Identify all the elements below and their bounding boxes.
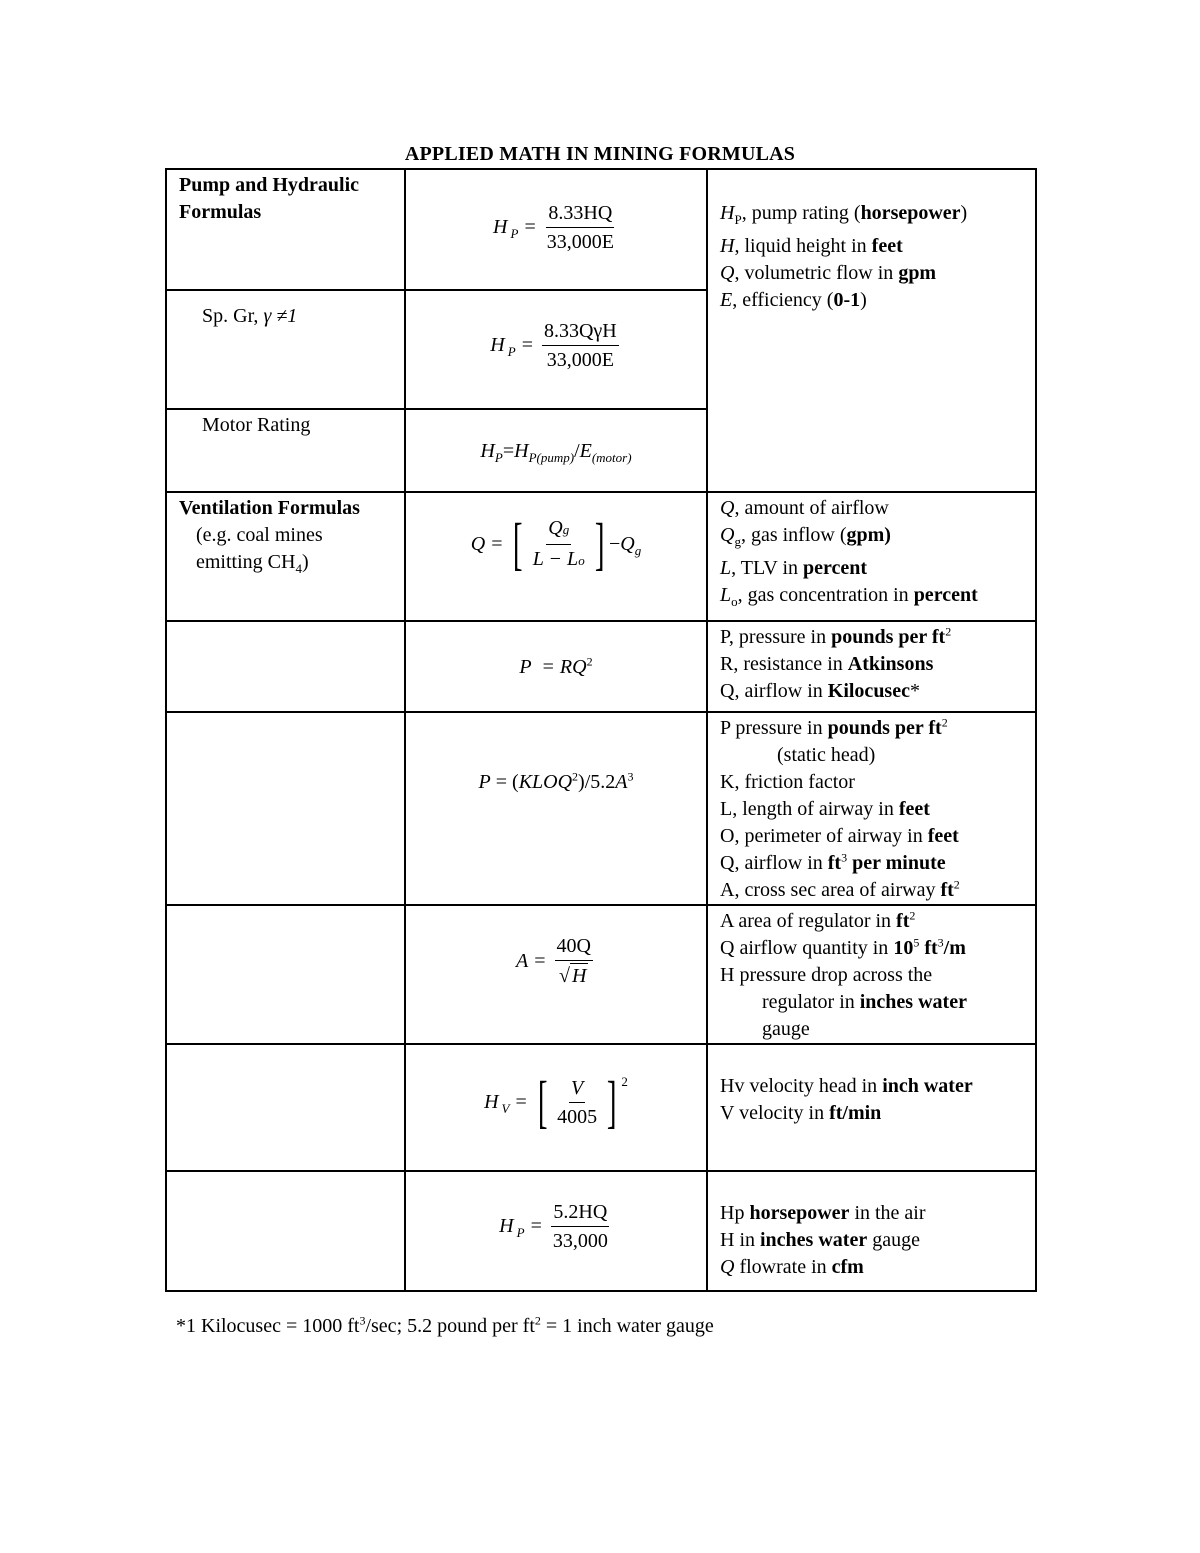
row-label bbox=[166, 492, 405, 621]
formula-cell bbox=[405, 492, 707, 621]
left-bracket: [ bbox=[537, 1069, 548, 1134]
exponent: 2 bbox=[953, 877, 960, 892]
symbol: KLOQ bbox=[518, 771, 573, 793]
bold-term: pounds per ft bbox=[831, 626, 946, 648]
bold-term: gpm) bbox=[846, 524, 891, 546]
row-label bbox=[166, 1171, 405, 1291]
left-bracket: [ bbox=[513, 511, 523, 576]
formula-cell bbox=[405, 290, 707, 409]
page-title: APPLIED MATH IN MINING FORMULAS bbox=[404, 143, 796, 165]
description-line bbox=[720, 850, 1023, 877]
numerator: 40Q bbox=[555, 934, 593, 961]
numerator: 8.33QγH bbox=[542, 319, 619, 346]
description-text: Hv velocity head in bbox=[720, 1075, 883, 1097]
bold-term: feet bbox=[871, 235, 903, 257]
subscript: P bbox=[507, 344, 516, 359]
description-line bbox=[720, 678, 1023, 705]
ventilation-airflow-formula bbox=[470, 511, 642, 576]
gamma-symbol: γ ≠1 bbox=[263, 305, 298, 327]
fraction bbox=[531, 516, 587, 573]
description-text: regulator in bbox=[762, 991, 860, 1013]
description-text: Q airflow quantity in bbox=[720, 937, 894, 959]
description-text: R, resistance in bbox=[720, 653, 848, 675]
row-label bbox=[166, 712, 405, 905]
description-line bbox=[720, 522, 1023, 555]
description-line bbox=[720, 908, 1023, 935]
description-text: P pressure in bbox=[720, 717, 828, 739]
row-label bbox=[166, 905, 405, 1044]
description-line bbox=[720, 989, 1023, 1016]
description-line bbox=[720, 1016, 1023, 1043]
description-cell bbox=[707, 621, 1036, 712]
bold-term: inches water bbox=[760, 1229, 868, 1251]
symbol: A bbox=[516, 949, 529, 972]
numerator: Q bbox=[548, 516, 563, 539]
operator: = bbox=[542, 656, 554, 678]
description-text: A, cross sec area of airway bbox=[720, 879, 941, 901]
formula-table bbox=[165, 168, 1037, 1292]
exponent: 2 bbox=[586, 654, 593, 669]
symbol: L bbox=[720, 584, 732, 606]
footnote-text: = 1 inch water gauge bbox=[540, 1315, 714, 1337]
description-text: P, pressure in bbox=[720, 626, 832, 648]
specific-gravity-formula bbox=[490, 319, 621, 372]
description-line bbox=[720, 495, 1023, 522]
symbol: Q bbox=[720, 1256, 735, 1278]
subscript: 4 bbox=[295, 561, 302, 576]
regulator-area-formula bbox=[516, 934, 596, 988]
operator: = bbox=[515, 1090, 527, 1113]
numerator: 5.2HQ bbox=[551, 1200, 609, 1227]
bold-term: inch water bbox=[882, 1075, 973, 1097]
description-line bbox=[720, 260, 1023, 287]
numerator: V bbox=[569, 1076, 585, 1103]
operator: / bbox=[574, 440, 580, 462]
operator: = bbox=[524, 216, 536, 238]
description-text: O, perimeter of airway in bbox=[720, 825, 928, 847]
description-line bbox=[720, 823, 1023, 850]
bold-term: ft bbox=[919, 937, 938, 959]
symbol: RQ bbox=[559, 656, 587, 678]
symbol: H bbox=[720, 235, 735, 257]
fraction bbox=[555, 934, 593, 988]
description-text: flowrate in bbox=[734, 1256, 832, 1278]
bold-term: ft bbox=[827, 852, 842, 874]
bold-term: horsepower bbox=[860, 202, 961, 224]
table-row bbox=[166, 712, 1036, 905]
formula-cell bbox=[405, 621, 707, 712]
bold-term: feet bbox=[898, 798, 930, 820]
formula-cell bbox=[405, 1044, 707, 1171]
subscript: o bbox=[731, 594, 738, 609]
operator: = bbox=[491, 532, 503, 555]
description-line bbox=[720, 769, 1023, 796]
table-row bbox=[166, 621, 1036, 712]
table-row bbox=[166, 1044, 1036, 1171]
description-cell bbox=[707, 1171, 1036, 1291]
bold-term: 10 bbox=[893, 937, 914, 959]
symbol: H bbox=[493, 216, 508, 238]
description-line bbox=[720, 555, 1023, 582]
fraction bbox=[555, 1076, 599, 1129]
description-text: gauge bbox=[762, 1018, 810, 1040]
description-line bbox=[720, 1227, 1023, 1254]
description-text: * bbox=[909, 680, 920, 702]
exponent: 3 bbox=[359, 1313, 366, 1328]
description-text: Q, airflow in bbox=[720, 680, 828, 702]
description-text: A area of regulator in bbox=[720, 910, 897, 932]
right-bracket: ] bbox=[594, 511, 605, 576]
symbol: Q bbox=[720, 524, 735, 546]
description-text: K, friction factor bbox=[720, 771, 855, 793]
fraction bbox=[545, 201, 616, 254]
regulator-description bbox=[708, 906, 1035, 1043]
symbol: H bbox=[720, 202, 735, 224]
label-text: (e.g. coal mines bbox=[196, 524, 323, 546]
bold-term: per minute bbox=[847, 852, 946, 874]
square-root: √ H bbox=[559, 965, 587, 987]
description-cell bbox=[707, 905, 1036, 1044]
description-line bbox=[720, 796, 1023, 823]
description-line bbox=[720, 1200, 1023, 1227]
symbol: E bbox=[720, 289, 733, 311]
description-text: Hp bbox=[720, 1202, 750, 1224]
description-line bbox=[720, 962, 1023, 989]
symbol: L bbox=[720, 557, 732, 579]
label-line: Formulas bbox=[179, 201, 262, 223]
description-text: , gas concentration in bbox=[737, 584, 914, 606]
exponent: 2 bbox=[534, 1313, 541, 1328]
formula-cell bbox=[405, 1171, 707, 1291]
description-text: , pump rating ( bbox=[741, 202, 861, 224]
fraction bbox=[542, 319, 619, 372]
pump-power-formula bbox=[493, 201, 619, 254]
formula-cell bbox=[405, 409, 707, 492]
description-text: ) bbox=[860, 289, 867, 311]
description-text: ) bbox=[960, 202, 968, 224]
bold-term: pounds per ft bbox=[827, 717, 942, 739]
description-cell bbox=[707, 1044, 1036, 1171]
friction-pressure-formula bbox=[406, 713, 706, 796]
row-label bbox=[166, 621, 405, 712]
description-line bbox=[720, 233, 1023, 260]
formula-cell bbox=[405, 712, 707, 905]
denominator: 33,000E bbox=[546, 349, 614, 371]
subscript: P bbox=[516, 1225, 525, 1240]
symbol: H bbox=[514, 440, 529, 462]
bold-term: ft/min bbox=[829, 1102, 882, 1124]
exponent: 3 bbox=[627, 769, 634, 784]
exponent: 2 bbox=[941, 715, 948, 730]
pressure-formula bbox=[406, 622, 706, 681]
exponent: 2 bbox=[945, 624, 952, 639]
pressure-description bbox=[708, 622, 1035, 705]
description-text: , gas inflow ( bbox=[740, 524, 847, 546]
bold-term: inches water bbox=[859, 991, 967, 1013]
description-cell bbox=[707, 712, 1036, 905]
description-text: , amount of airflow bbox=[734, 497, 889, 519]
description-text: , liquid height in bbox=[734, 235, 872, 257]
description-cell bbox=[707, 169, 1036, 492]
table-row bbox=[166, 169, 1036, 290]
exponent: 3 bbox=[937, 935, 944, 950]
velocity-head-formula: H V = [ $\frac{V}{4005}$ ] 2 bbox=[484, 1069, 628, 1134]
bold-term: feet bbox=[927, 825, 959, 847]
description-cell bbox=[707, 492, 1036, 621]
description-line bbox=[720, 582, 1023, 615]
label-text: emitting CH bbox=[196, 551, 296, 573]
symbol: Q bbox=[620, 532, 635, 555]
operator: − bbox=[609, 532, 621, 555]
label-text: ) bbox=[301, 551, 309, 573]
subscript: o bbox=[578, 552, 585, 568]
footnote-text: /sec; 5.2 pound per ft bbox=[365, 1315, 535, 1337]
pump-description bbox=[708, 170, 1035, 314]
row-label bbox=[166, 409, 405, 492]
description-line bbox=[720, 1100, 1023, 1127]
row-label bbox=[166, 290, 405, 409]
formula-cell bbox=[405, 169, 707, 290]
radicand: H bbox=[572, 965, 587, 987]
exponent: 2 bbox=[909, 908, 916, 923]
symbol: H bbox=[480, 440, 495, 462]
operator: = bbox=[534, 949, 546, 972]
bold-term: horsepower bbox=[749, 1202, 850, 1224]
description-text: Q, airflow in bbox=[720, 852, 828, 874]
symbol: Q bbox=[470, 532, 486, 555]
description-text: H pressure drop across the bbox=[720, 964, 933, 986]
bold-term: cfm bbox=[831, 1256, 864, 1278]
bold-term: Kilocusec bbox=[827, 680, 910, 702]
row-label bbox=[166, 1044, 405, 1171]
bold-term: 0-1 bbox=[833, 289, 861, 311]
denominator: L − L bbox=[532, 547, 579, 570]
description-line bbox=[720, 877, 1023, 904]
denominator: 4005 bbox=[557, 1105, 598, 1128]
symbol: P bbox=[519, 656, 532, 678]
operator: = bbox=[521, 334, 533, 356]
denominator: 33,000 bbox=[552, 1230, 608, 1252]
bold-term: ft bbox=[940, 879, 954, 901]
subscript: P(pump) bbox=[528, 450, 575, 465]
numerator: 8.33HQ bbox=[546, 201, 614, 228]
description-text: V velocity in bbox=[720, 1102, 830, 1124]
symbol: Q bbox=[720, 497, 735, 519]
section-heading: Ventilation Formulas bbox=[179, 497, 360, 519]
velocity-description bbox=[708, 1045, 1035, 1127]
subscript: g bbox=[562, 521, 570, 537]
bold-term: /m bbox=[943, 937, 966, 959]
subscript: g bbox=[634, 542, 642, 558]
friction-description bbox=[708, 713, 1035, 904]
description-line bbox=[720, 715, 1023, 742]
operator: )/5.2 bbox=[578, 771, 616, 793]
subscript: P bbox=[734, 212, 742, 227]
description-text: gauge bbox=[867, 1229, 920, 1251]
bold-term: gpm bbox=[898, 262, 937, 284]
table-row bbox=[166, 905, 1036, 1044]
description-text: , volumetric flow in bbox=[734, 262, 899, 284]
exponent: 3 bbox=[841, 850, 848, 865]
description-text: , efficiency ( bbox=[732, 289, 834, 311]
footnote-text: *1 Kilocusec = 1000 ft bbox=[176, 1315, 360, 1337]
symbol: H bbox=[499, 1215, 514, 1237]
description-text: H in bbox=[720, 1229, 760, 1251]
operator: = bbox=[502, 440, 515, 462]
subscript: P bbox=[510, 226, 519, 241]
bold-term: percent bbox=[803, 557, 868, 579]
table-row bbox=[166, 1171, 1036, 1291]
symbol: E bbox=[579, 440, 592, 462]
description-line bbox=[720, 200, 1023, 233]
formula-cell bbox=[405, 905, 707, 1044]
air-horsepower-formula bbox=[499, 1200, 613, 1253]
symbol: H bbox=[484, 1090, 499, 1113]
operator: = ( bbox=[495, 771, 519, 793]
description-text: L, length of airway in bbox=[720, 798, 899, 820]
description-text: (static head) bbox=[777, 744, 876, 766]
symbol: A bbox=[615, 771, 628, 793]
description-line bbox=[720, 624, 1023, 651]
subscript: P bbox=[494, 450, 503, 465]
description-line bbox=[720, 742, 1023, 769]
row-label bbox=[166, 169, 405, 290]
symbol: Q bbox=[720, 262, 735, 284]
label-text: Sp. Gr, bbox=[202, 305, 259, 327]
description-line bbox=[720, 1073, 1023, 1100]
right-bracket: ] bbox=[606, 1069, 617, 1134]
table-row bbox=[166, 492, 1036, 621]
symbol: P bbox=[478, 771, 491, 793]
subscript: g bbox=[734, 534, 741, 549]
air-horsepower-description bbox=[708, 1172, 1035, 1281]
description-line bbox=[720, 1254, 1023, 1281]
ventilation-description bbox=[708, 493, 1035, 615]
denominator: 33,000E bbox=[546, 231, 614, 253]
operator: = bbox=[530, 1215, 542, 1237]
description-text: , TLV in bbox=[731, 557, 803, 579]
description-line bbox=[720, 287, 1023, 314]
footnote bbox=[176, 1315, 714, 1338]
label-text: Motor Rating bbox=[202, 414, 311, 436]
bold-term: Atkinsons bbox=[847, 653, 934, 675]
exponent: 2 bbox=[572, 769, 579, 784]
description-line bbox=[720, 651, 1023, 678]
symbol: H bbox=[490, 334, 505, 356]
bold-term: percent bbox=[913, 584, 978, 606]
bold-term: ft bbox=[896, 910, 910, 932]
fraction bbox=[551, 1200, 610, 1253]
label-line: Pump and Hydraulic bbox=[179, 174, 360, 196]
description-text: in the air bbox=[849, 1202, 926, 1224]
description-line bbox=[720, 935, 1023, 962]
motor-rating-formula bbox=[406, 410, 706, 471]
exponent: 5 bbox=[913, 935, 920, 950]
subscript: V bbox=[501, 1100, 510, 1116]
subscript: (motor) bbox=[591, 450, 632, 465]
